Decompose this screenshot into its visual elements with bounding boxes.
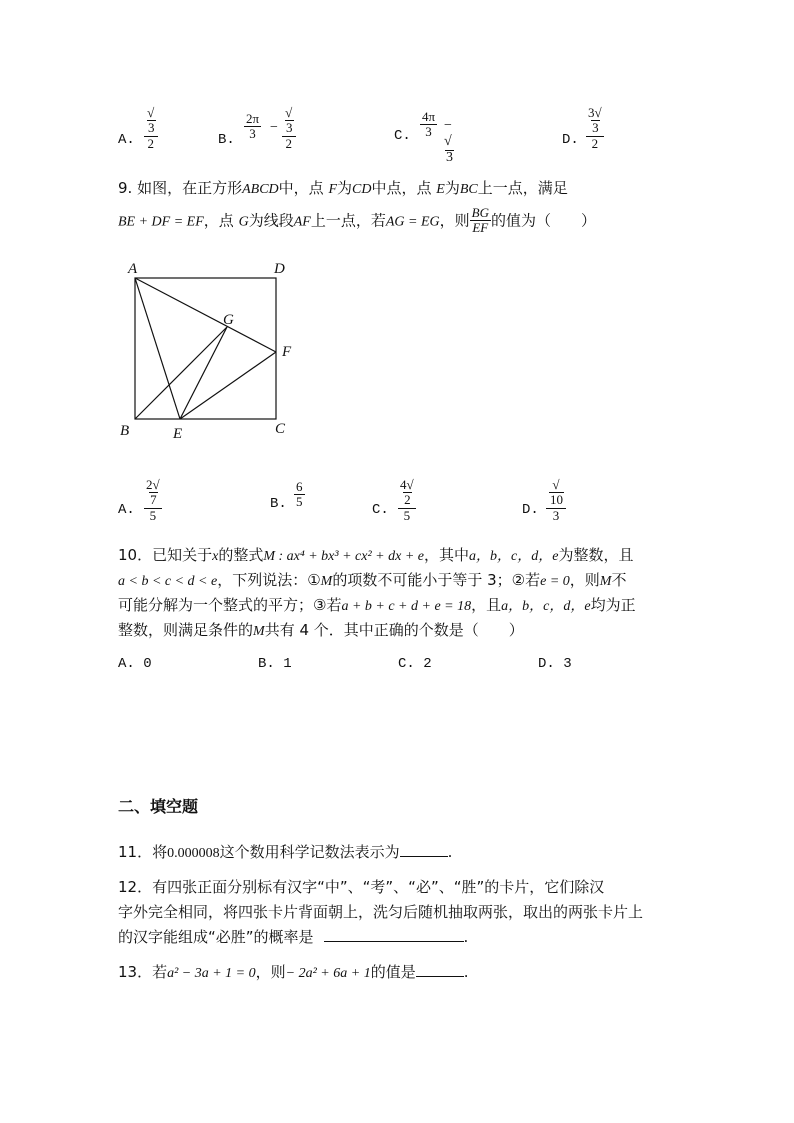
option-letter: A.	[118, 132, 135, 148]
q10-line4: 整数，则满足条件的M共有 4 个．其中正确的个数是（ ）	[118, 621, 524, 639]
label-f: F	[282, 344, 292, 360]
answer-blank[interactable]	[400, 842, 448, 857]
label-g: G	[223, 312, 234, 328]
segment-ef	[180, 352, 276, 419]
option-letter: D.	[562, 132, 579, 148]
q9-fraction: $\frac{BG}{EF}$	[471, 205, 489, 236]
option-letter: C.	[372, 502, 389, 518]
segment-bg	[135, 327, 227, 419]
answer-blank[interactable]	[324, 927, 464, 942]
option-letter: A.	[118, 502, 135, 518]
option-letter: D.	[522, 502, 539, 518]
label-b: B	[120, 423, 130, 439]
q12-line1: 12．有四张正面分别标有汉字“中”、“考”、“必”、“胜”的卡片，它们除汉	[118, 878, 605, 896]
option-letter: C.	[394, 128, 411, 144]
q9-figure	[110, 256, 310, 446]
q13: 13．若a² − 3a + 1 = 0，则− 2a² + 6a + 1的值是 .	[118, 963, 469, 981]
label-a: A	[128, 261, 138, 277]
section-title: 二、填空题	[118, 797, 199, 816]
label-d: D	[274, 261, 285, 277]
answer-blank[interactable]	[416, 962, 464, 977]
label-c: C	[275, 421, 286, 437]
q11: 11．将0.000008这个数用科学记数法表示为 .	[118, 843, 453, 861]
segment-ae	[135, 278, 180, 419]
option-letter: B.	[270, 496, 287, 512]
q9-options: A. $\frac{2√7}{5}$ B. $\frac{6}{5}$ C. $\frac{4√2}{5}$ D. $\frac{√10}{3}$	[118, 478, 678, 522]
segment-eg	[180, 327, 227, 419]
q10-option-b: B. 1	[258, 656, 292, 672]
segment-af	[135, 278, 276, 352]
q9-line1: 9. 如图，在正方形ABCD中，点 F为CD中点，点 E为BC上一点，满足	[118, 179, 568, 197]
option-letter: B.	[218, 132, 235, 148]
q10-line1: 10．已知关于x的整式M : ax⁴ + bx³ + cx² + dx + e，其中a，b，c，d，e为整数，且	[118, 546, 634, 564]
q10-line2: a < b < c < d < e，下列说法：①M的项数不可能小于等于 3；②若e = 0，则M不	[118, 571, 627, 589]
q10-line3: 可能分解为一个整式的平方；③若a + b + c + d + e = 18，且a，b，c，d，e均为正	[118, 596, 636, 614]
q10-option-a: A. 0	[118, 656, 152, 672]
q10-options	[118, 656, 678, 676]
label-e: E	[173, 426, 183, 442]
q12-line3: 的汉字能组成“必胜”的概率是 .	[118, 928, 469, 946]
option-expr: $\frac{√3}{2}$	[144, 106, 158, 151]
q8-options: A. $\frac{√3}{2}$ B. $\frac{2\pi}{3}$ − $\frac{√3}{2}$ C. $\frac{4\pi}{3}$ − √3 D. $\frac{3√3}{2}$	[118, 105, 602, 165]
q9-line2: BE + DF = EF，点 G为线段AF上一点，若AG = EG，则 $\frac{BG}{EF}$ 的值为（ ）	[118, 205, 596, 236]
q10-option-c: C. 2	[398, 656, 432, 672]
q10-option-d: D. 3	[538, 656, 572, 672]
q12-line2: 字外完全相同，将四张卡片背面朝上，洗匀后随机抽取两张，取出的两张卡片上	[118, 903, 644, 921]
